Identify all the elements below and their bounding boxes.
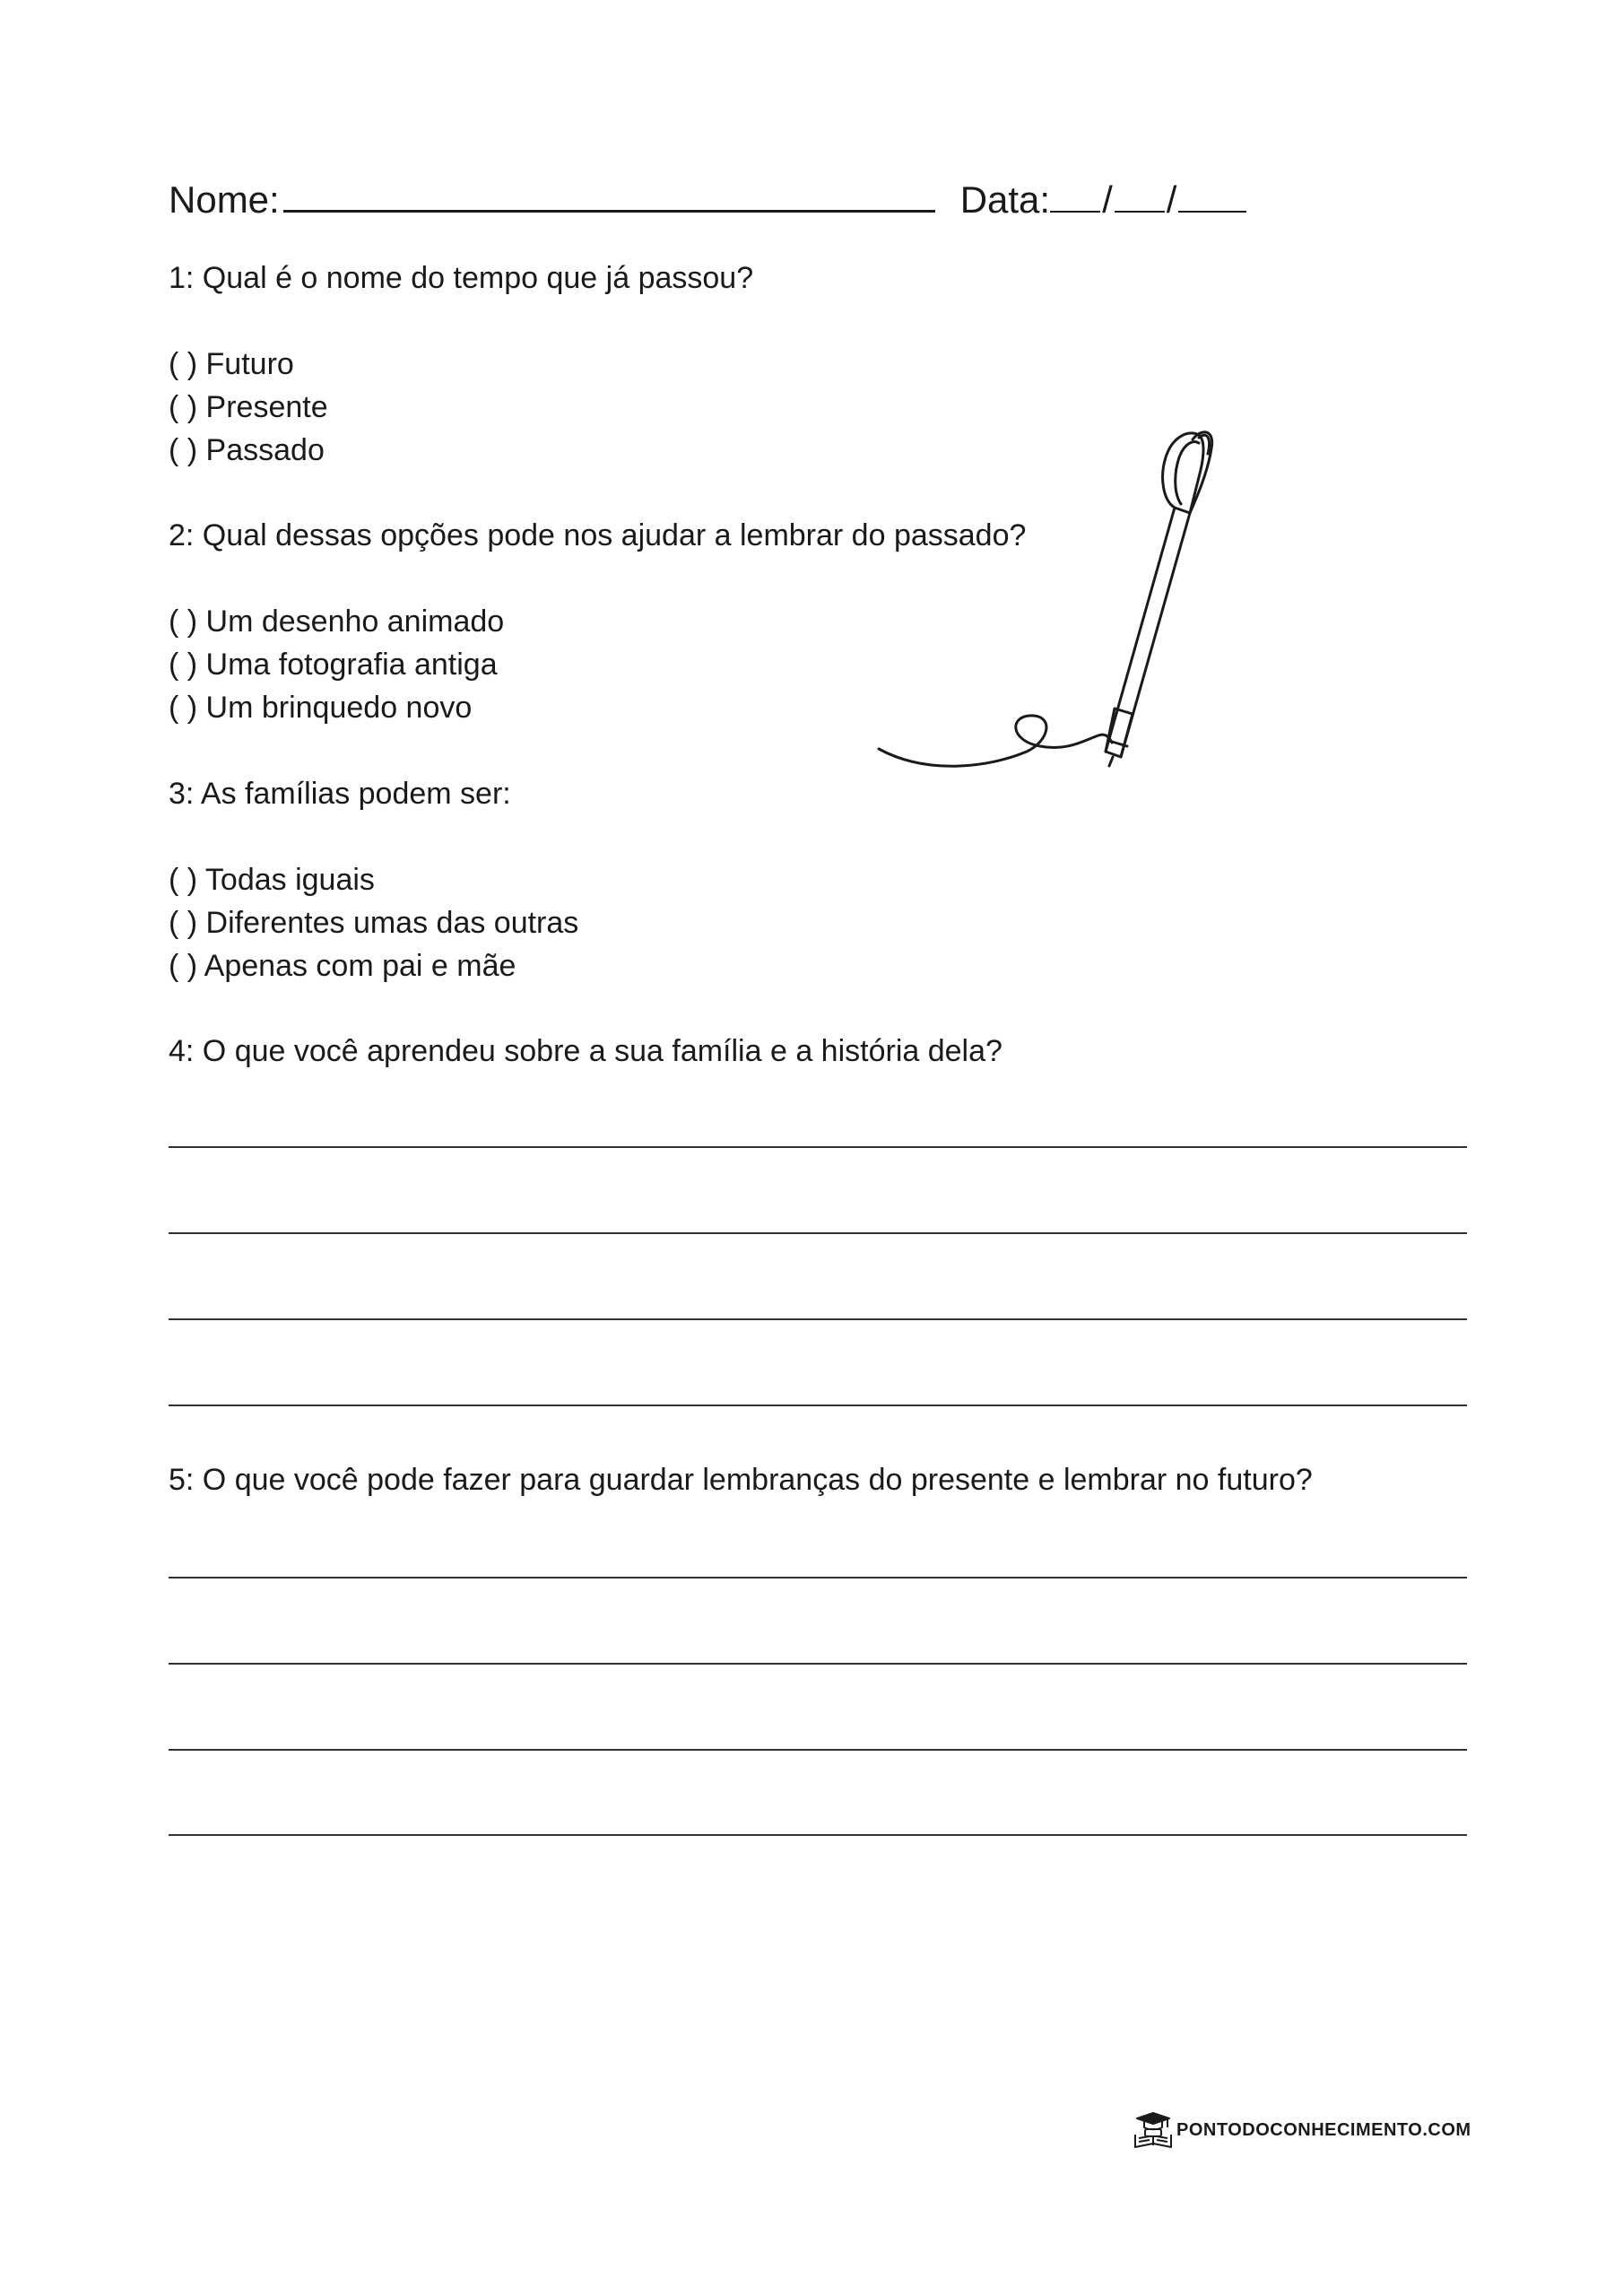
question-2-option-2[interactable]: ( ) Uma fotografia antiga — [169, 648, 498, 682]
name-label: Nome: — [169, 178, 280, 221]
footer-brand — [1133, 2111, 1471, 2149]
answer-line-q5-3[interactable] — [169, 1749, 1467, 1751]
date-separator: / — [1102, 178, 1113, 221]
question-1: 1: Qual é o nome do tempo que já passou? — [169, 261, 754, 295]
question-2-option-3[interactable]: ( ) Um brinquedo novo — [169, 691, 473, 725]
name-field[interactable] — [283, 170, 935, 213]
answer-line-q5-2[interactable] — [169, 1663, 1467, 1665]
answer-line-q4-3[interactable] — [169, 1318, 1467, 1320]
date-day-field[interactable] — [1050, 177, 1100, 213]
question-2-option-1[interactable]: ( ) Um desenho animado — [169, 604, 505, 639]
date-year-field[interactable] — [1178, 177, 1246, 213]
graduation-book-icon — [1133, 2111, 1173, 2149]
question-3-option-3[interactable]: ( ) Apenas com pai e mãe — [169, 949, 516, 983]
pen-writing-icon — [874, 422, 1215, 771]
question-5: 5: O que você pode fazer para guardar lembranças do presente e lembrar no futuro? — [169, 1463, 1313, 1497]
question-2: 2: Qual dessas opções pode nos ajudar a lembrar do passado? — [169, 518, 1027, 552]
answer-line-q5-4[interactable] — [169, 1834, 1467, 1836]
question-3-option-2[interactable]: ( ) Diferentes umas das outras — [169, 906, 579, 940]
question-1-option-1[interactable]: ( ) Futuro — [169, 347, 294, 381]
date-separator: / — [1166, 178, 1177, 221]
question-4: 4: O que você aprendeu sobre a sua família e a história dela? — [169, 1034, 1002, 1068]
answer-line-q4-4[interactable] — [169, 1405, 1467, 1406]
date-month-field[interactable] — [1115, 177, 1165, 213]
worksheet-header — [169, 170, 1246, 225]
answer-line-q4-1[interactable] — [169, 1146, 1467, 1148]
answer-line-q5-1[interactable] — [169, 1577, 1467, 1578]
question-1-option-2[interactable]: ( ) Presente — [169, 390, 328, 424]
question-3: 3: As famílias podem ser: — [169, 777, 511, 811]
answer-line-q4-2[interactable] — [169, 1232, 1467, 1234]
question-3-option-1[interactable]: ( ) Todas iguais — [169, 863, 375, 897]
date-label: Data: — [959, 178, 1051, 221]
question-1-option-3[interactable]: ( ) Passado — [169, 433, 325, 467]
footer-site-text: PONTODOCONHECIMENTO.COM — [1176, 2119, 1471, 2140]
